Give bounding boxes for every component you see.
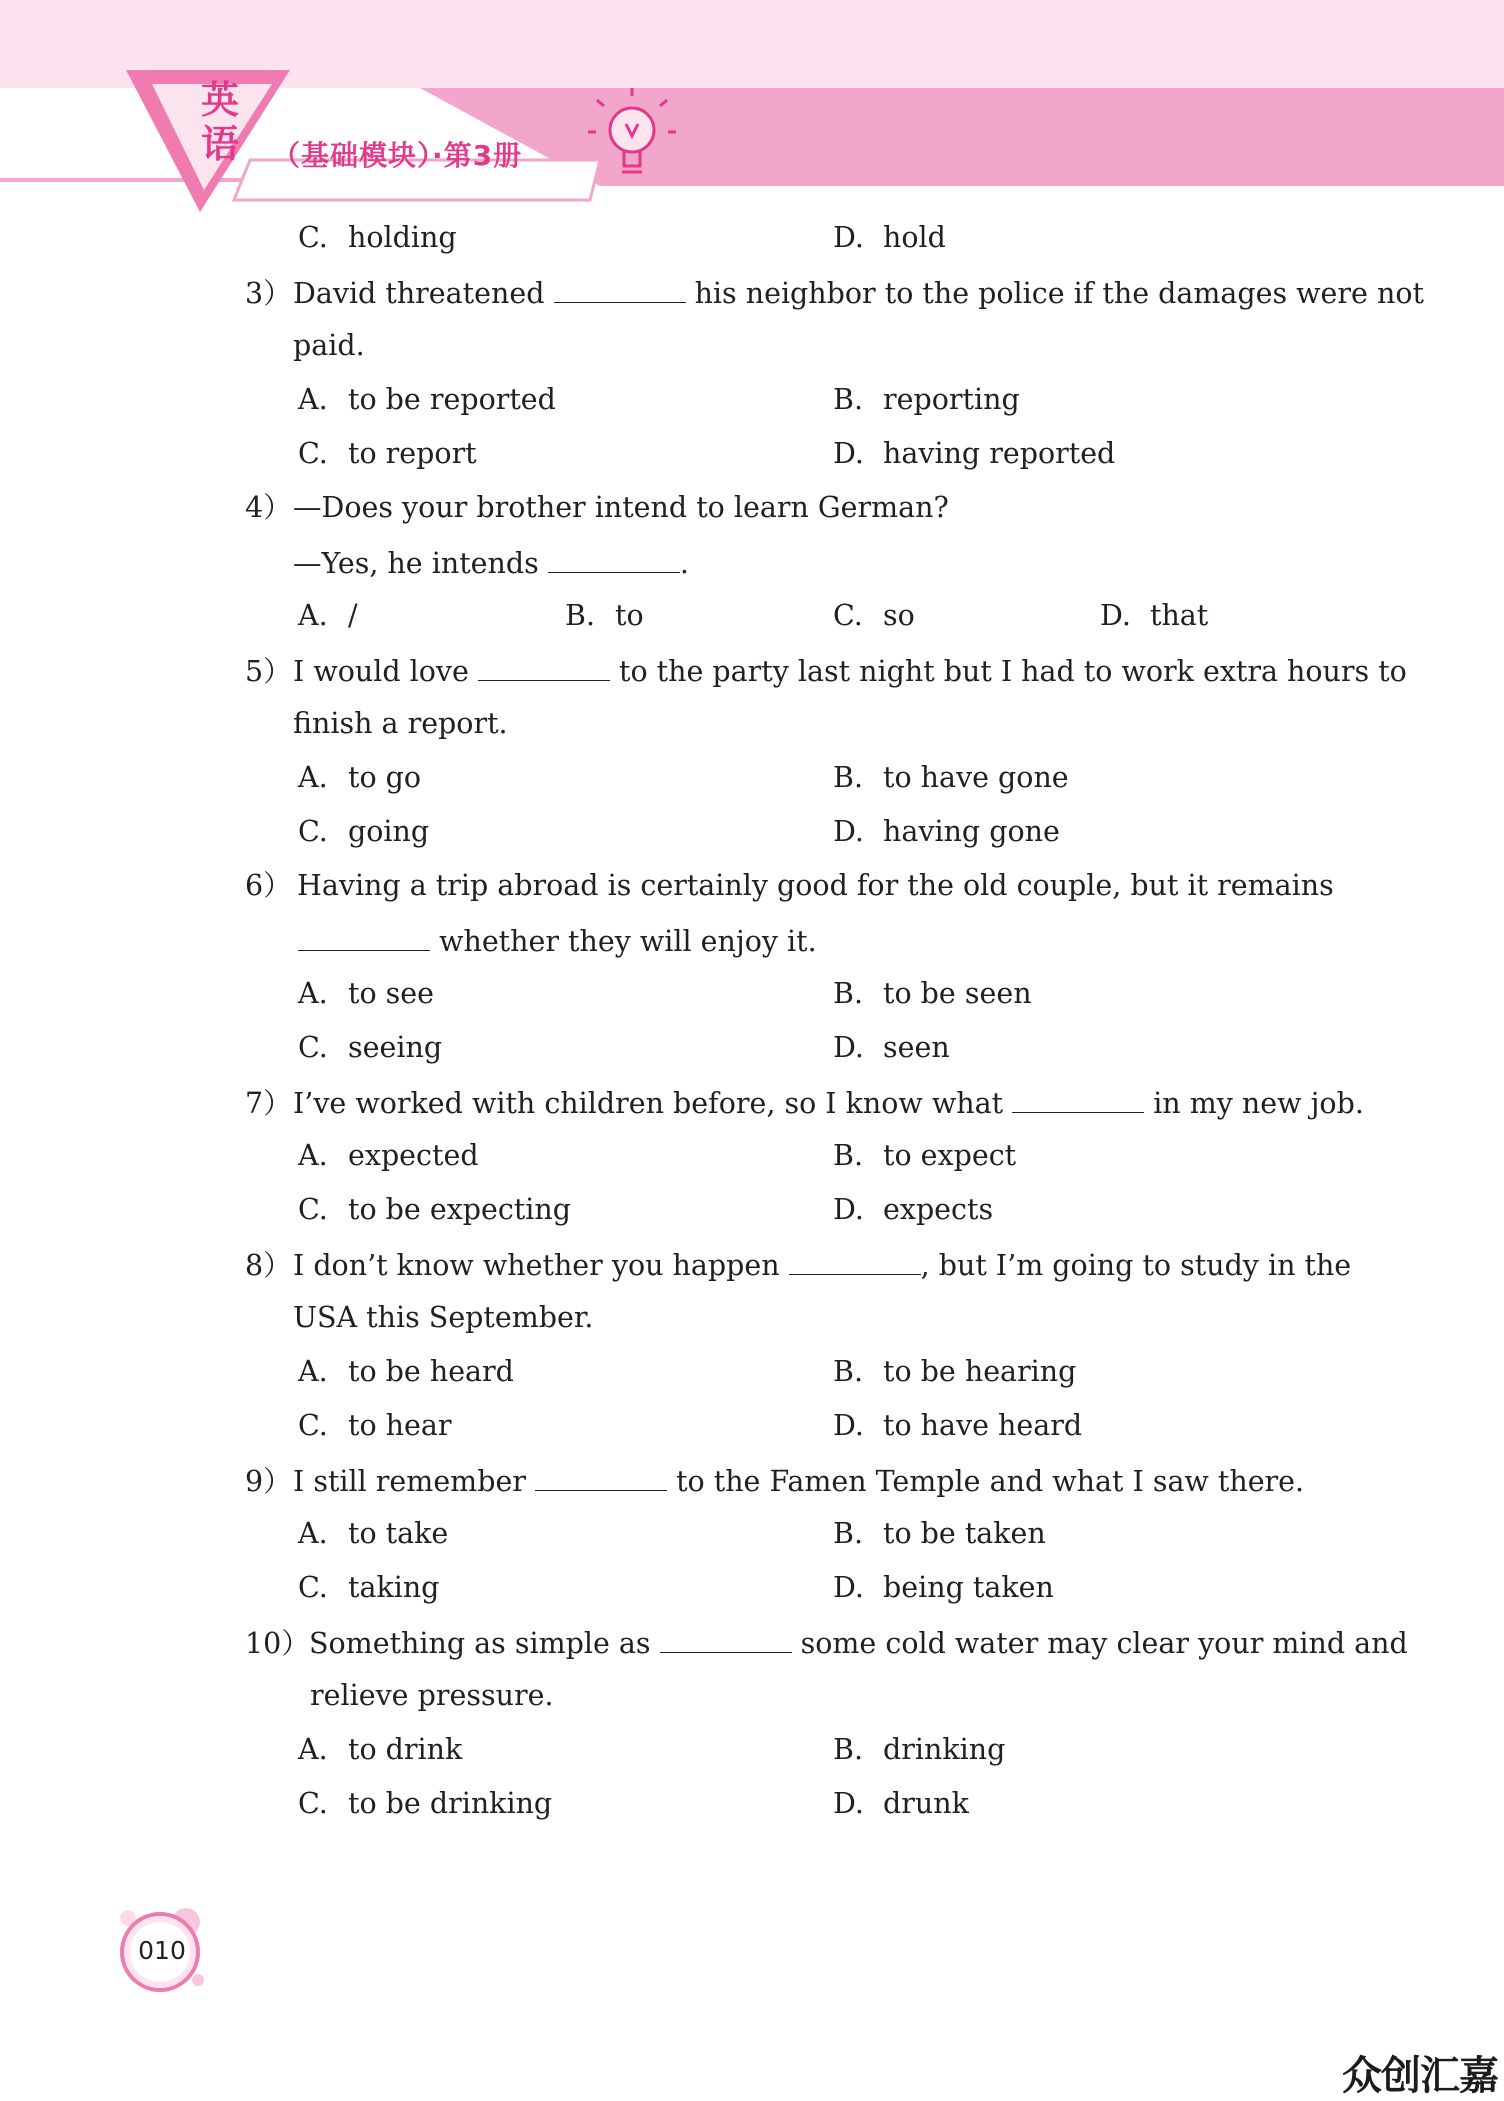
option-b: B. to have gone bbox=[833, 761, 1069, 794]
option-b: B. to bbox=[565, 599, 644, 632]
answer-blank bbox=[660, 1622, 792, 1653]
question-7: 7）I’ve worked with children before, so I know what in my new job. bbox=[245, 1082, 1364, 1124]
question-5-continued: finish a report. bbox=[293, 707, 508, 740]
option-c: C. to report bbox=[298, 437, 477, 470]
option-b: B. to be taken bbox=[833, 1517, 1046, 1550]
option-d: D. drunk bbox=[833, 1787, 969, 1820]
option-d: D. expects bbox=[833, 1193, 994, 1226]
subject-char-1: 英 bbox=[200, 78, 239, 122]
option-a: A. to see bbox=[298, 977, 435, 1010]
question-8-continued: USA this September. bbox=[293, 1301, 594, 1334]
answer-blank bbox=[535, 1460, 667, 1491]
question-6-continued: whether they will enjoy it. bbox=[298, 920, 817, 962]
option-a: A. to be heard bbox=[298, 1355, 514, 1388]
answer-blank bbox=[1012, 1082, 1144, 1113]
question-6: 6） Having a trip abroad is certainly good for the old couple, but it remains bbox=[245, 869, 1334, 902]
watermark: 众创汇嘉 bbox=[1342, 2053, 1498, 2099]
option-d: D. hold bbox=[833, 221, 946, 254]
question-9: 9）I still remember to the Famen Temple and what I saw there. bbox=[245, 1460, 1304, 1502]
answer-blank bbox=[298, 920, 430, 951]
answer-blank bbox=[554, 272, 686, 303]
option-c: C. to hear bbox=[298, 1409, 452, 1442]
option-b: B. reporting bbox=[833, 383, 1020, 416]
option-c: C. to be expecting bbox=[298, 1193, 572, 1226]
question-8: 8）I don’t know whether you happen , but I’m going to study in the bbox=[245, 1244, 1351, 1286]
option-c: C. taking bbox=[298, 1571, 440, 1604]
option-b: B. to be seen bbox=[833, 977, 1032, 1010]
option-c: C. seeing bbox=[298, 1031, 443, 1064]
subject-char-2: 语 bbox=[200, 122, 239, 166]
option-a: A. to be reported bbox=[298, 383, 556, 416]
question-10-continued: relieve pressure. bbox=[310, 1679, 554, 1712]
question-3: 3）David threatened his neighbor to the police if the damages were not bbox=[245, 272, 1424, 314]
option-c: C. going bbox=[298, 815, 430, 848]
option-d: D. having reported bbox=[833, 437, 1116, 470]
option-d: D. that bbox=[1100, 599, 1209, 632]
option-b: B. drinking bbox=[833, 1733, 1006, 1766]
option-d: D. to have heard bbox=[833, 1409, 1083, 1442]
option-c: C. to be drinking bbox=[298, 1787, 553, 1820]
option-b: B. to be hearing bbox=[833, 1355, 1077, 1388]
option-a: A. to drink bbox=[298, 1733, 463, 1766]
subject-label bbox=[190, 78, 250, 166]
option-c: C. holding bbox=[298, 221, 457, 254]
answer-blank bbox=[789, 1244, 921, 1275]
question-10: 10）Something as simple as some cold water may clear your mind and bbox=[245, 1622, 1408, 1664]
option-b: B. to expect bbox=[833, 1139, 1017, 1172]
question-5: 5）I would love to the party last night but I had to work extra hours to bbox=[245, 650, 1407, 692]
answer-blank bbox=[548, 542, 680, 573]
option-a: A. to go bbox=[298, 761, 422, 794]
option-a: A. to take bbox=[298, 1517, 449, 1550]
option-d: D. seen bbox=[833, 1031, 950, 1064]
option-d: D. being taken bbox=[833, 1571, 1054, 1604]
book-title: （基础模块）·第3册 bbox=[272, 139, 523, 172]
question-3-continued: paid. bbox=[293, 329, 365, 362]
answer-blank bbox=[478, 650, 610, 681]
option-a: A. / bbox=[298, 599, 358, 632]
option-c: C. so bbox=[833, 599, 915, 632]
question-4: 4）—Does your brother intend to learn German? bbox=[245, 491, 949, 524]
option-d: D. having gone bbox=[833, 815, 1060, 848]
page-number: 010 bbox=[138, 1936, 186, 1965]
question-4-response: —Yes, he intends . bbox=[293, 542, 689, 584]
page-header bbox=[0, 0, 1504, 212]
option-a: A. expected bbox=[298, 1139, 479, 1172]
